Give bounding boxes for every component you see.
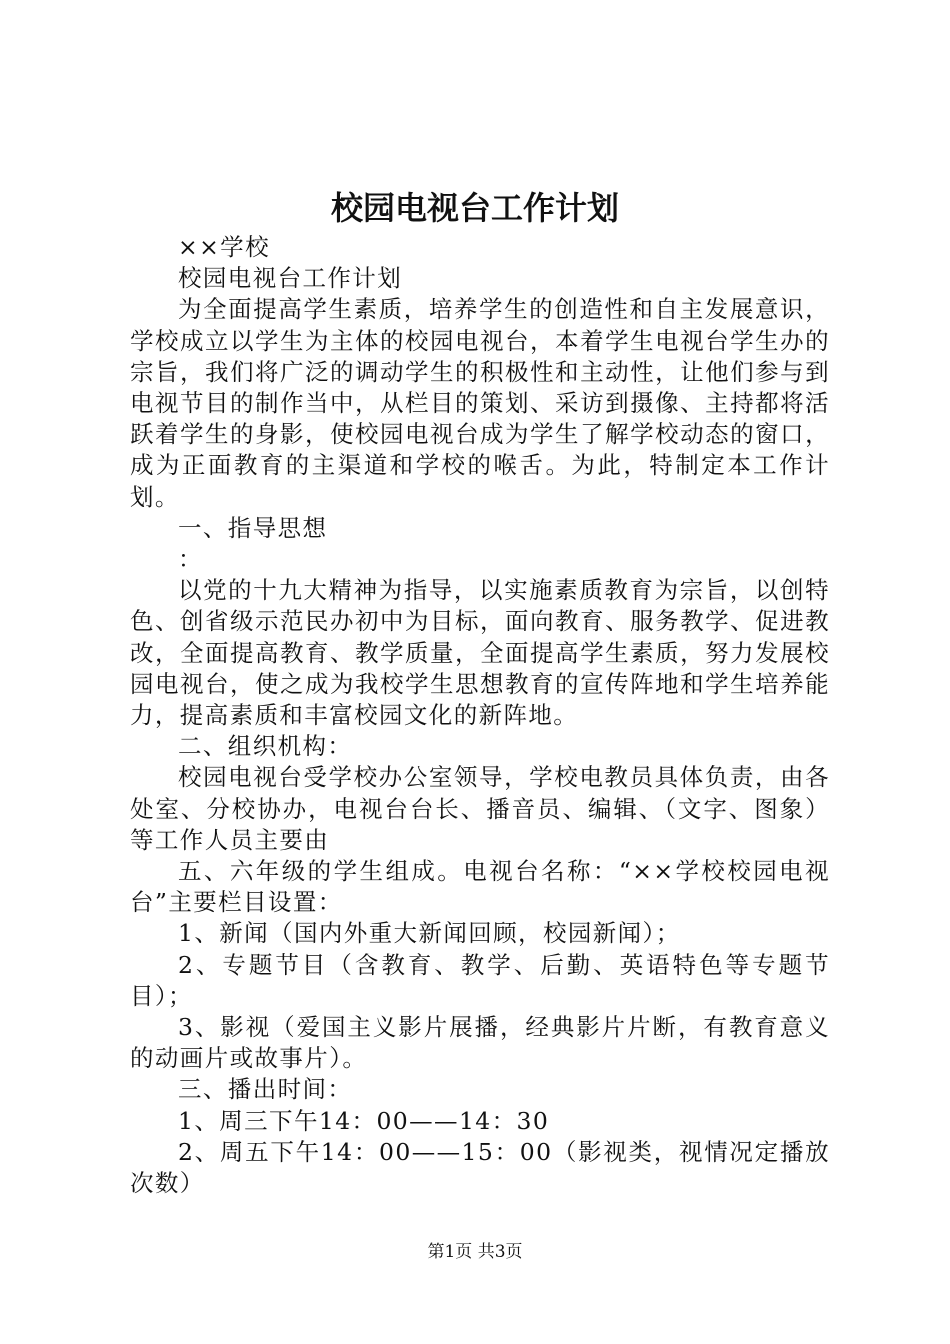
heading-organization: 二、组织机构：: [178, 732, 353, 761]
paragraph-guiding-ideology: 以党的十九大精神为指导，以实施素质教育为宗旨，以创特色、创省级示范民办初中为目标，面向教育、服务教学、促进教改，全面提高教育、教学质量，全面提高学生素质，努力发展校园电视台，使之成为我校学生思想教育的宣传阵地和学生培养能力，提高素质和丰富校园文化的新阵地。: [130, 576, 830, 730]
page-footer: 第1页 共3页: [427, 1242, 523, 1262]
list-item-wednesday: 1、周三下午14：00——14：30: [178, 1106, 550, 1135]
list-item-special: 2、专题节目（含教育、教学、后勤、英语特色等专题节目）；: [130, 950, 830, 1010]
paragraph-subtitle: 校园电视台工作计划: [178, 264, 403, 293]
list-item-film: 3、影视（爱国主义影片展播，经典影片片断，有教育意义的动画片或故事片）。: [130, 1013, 830, 1073]
list-item-friday: 2、周五下午14：00——15：00（影视类，视情况定播放次数）: [130, 1137, 830, 1198]
document-body: [130, 232, 830, 1199]
paragraph-organization: 校园电视台受学校办公室领导，学校电教员具体负责，由各处室、分校协办，电视台台长、播音员、编辑、（文字、图象）等工作人员主要由: [130, 763, 830, 854]
paragraph-school: ××学校: [178, 233, 270, 261]
document-title: 校园电视台工作计划: [330, 189, 619, 227]
paragraph-colon: ：: [178, 545, 203, 574]
paragraph-intro: 为全面提高学生素质，培养学生的创造性和自主发展意识，学校成立以学生为主体的校园电视台，本着学生电视台学生办的宗旨，我们将广泛的调动学生的积极性和主动性，让他们参与到电视节目的制作当中，从栏目的策划、采访到摄像、主持都将活跃着学生的身影，使校园电视台成为学生了解学校动态的窗口，成为正面教育的主渠道和学校的喉舌。为此，特制定本工作计划。: [130, 295, 830, 511]
paragraph-members: 五、六年级的学生组成。电视台名称：“××学校校园电视台”主要栏目设置：: [130, 857, 830, 917]
heading-guiding-ideology: 一、指导思想: [178, 513, 328, 542]
heading-broadcast-time: 三、播出时间：: [178, 1075, 353, 1104]
list-item-news: 1、新闻（国内外重大新闻回顾，校园新闻）；: [178, 919, 681, 948]
